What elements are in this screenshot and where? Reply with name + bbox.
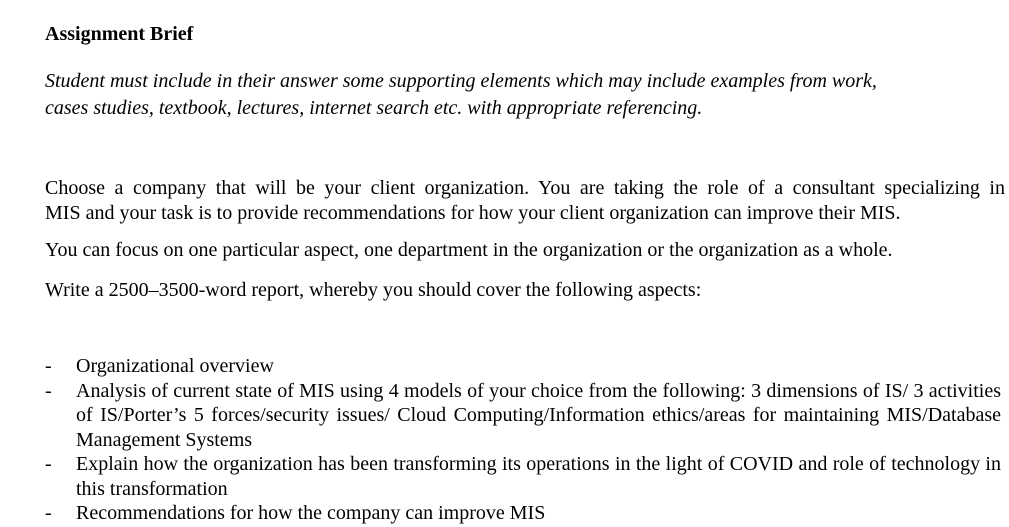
bullet-dash: - — [45, 379, 52, 402]
intro-line-2: cases studies, textbook, lectures, internet search etc. with appropriate referencing. — [45, 97, 703, 119]
list-item — [45, 354, 1001, 379]
list-item-text: Organizational overview — [76, 355, 274, 377]
aspects-list — [45, 354, 1001, 526]
bullet-dash: - — [45, 453, 52, 475]
list-item — [45, 379, 1001, 453]
intro-note — [45, 68, 985, 122]
word-count-paragraph: Write a 2500–3500-word report, whereby you should cover the following aspects: — [45, 279, 702, 301]
list-item — [45, 452, 1001, 501]
bullet-dash: - — [45, 355, 52, 377]
list-item-text: Explain how the organization has been transforming its operations in the light of COVID and role of technology in this transformation — [76, 453, 1001, 500]
focus-paragraph: You can focus on one particular aspect, one department in the organization or the organization as a whole. — [45, 239, 893, 261]
page-title: Assignment Brief — [45, 23, 194, 45]
list-item-text: Recommendations for how the company can improve MIS — [76, 502, 546, 524]
task-paragraph-line-1: Choose a company that will be your client organization. You are taking the role of a consultant specializing in — [45, 177, 1005, 199]
task-paragraph-line-2: MIS and your task is to provide recommendations for how your client organization can improve their MIS. — [45, 202, 901, 224]
task-paragraph — [45, 176, 1005, 226]
list-item-text: Analysis of current state of MIS using 4 models of your choice from the following: 3 dimensions of IS/ 3 activities of IS/Porter’s 5 forces/security issues/ Cloud Computing/Information ethics/areas for maintaining MIS/Database Management Systems — [76, 379, 1001, 451]
list-item — [45, 501, 1001, 526]
intro-line-1: Student must include in their answer some supporting elements which may include examples from work, — [45, 70, 877, 92]
bullet-dash: - — [45, 502, 52, 524]
